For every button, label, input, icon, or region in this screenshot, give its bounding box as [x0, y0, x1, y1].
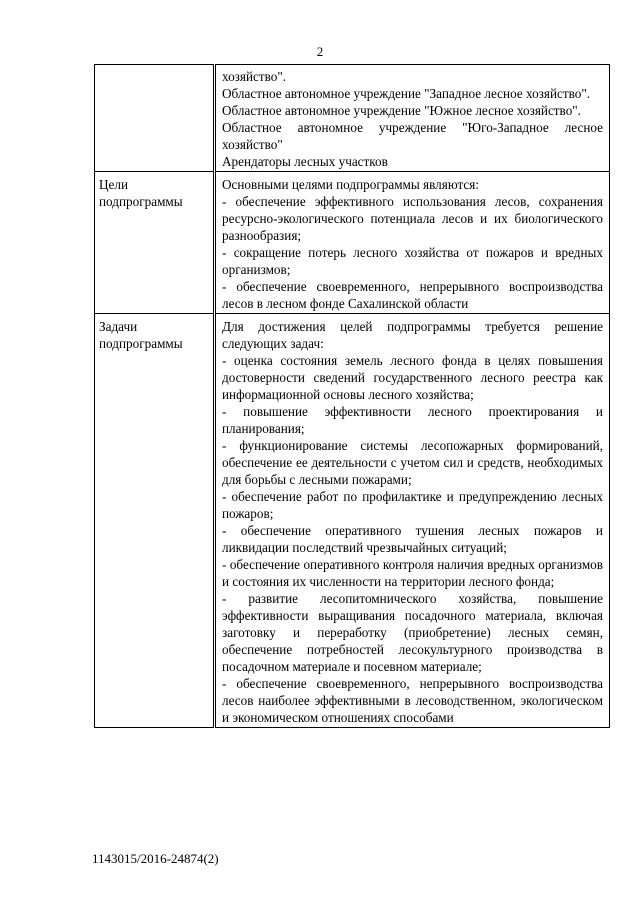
- content-line: - оценка состояния земель лесного фонда в целях повышения достоверности сведений государственного лесного реестра как информационной основы лесного хозяйства;: [222, 353, 603, 402]
- row-content-executors: [215, 65, 610, 172]
- table-row-goals: [95, 172, 610, 314]
- content-line: - обеспечение своевременного, непрерывного воспроизводства лесов в лесном фонде Сахалинской области: [222, 279, 603, 311]
- table-row-executors: [95, 65, 610, 172]
- content-line: Основными целями подпрограммы являются:: [222, 177, 480, 192]
- content-line: - повышение эффективности лесного проектирования и планирования;: [222, 404, 603, 436]
- row-label-empty: [95, 65, 215, 172]
- content-line: Областное автономное учреждение "Западное лесное хозяйство".: [222, 86, 591, 101]
- row-content-goals: [215, 172, 610, 314]
- row-content-tasks: [215, 314, 610, 728]
- content-line: Для достижения целей подпрограммы требуется решение следующих задач:: [222, 319, 603, 351]
- row-label-tasks: Задачи подпрограммы: [95, 314, 215, 728]
- row-label-goals: Цели подпрограммы: [95, 172, 215, 314]
- content-line: - обеспечение оперативного тушения лесных пожаров и ликвидации последствий чрезвычайных ситуаций;: [222, 523, 603, 555]
- content-line: - сокращение потерь лесного хозяйства от пожаров и вредных организмов;: [222, 245, 603, 277]
- content-line: - обеспечение работ по профилактике и предупреждению лесных пожаров;: [222, 489, 603, 521]
- content-line: - функционирование системы лесопожарных формирований, обеспечение ее деятельности с учетом сил и средств, необходимых для борьбы с лесными пожарами;: [222, 438, 603, 487]
- content-line: - развитие лесопитомнического хозяйства, повышение эффективности выращивания посадочного материала, включая заготовку и переработку (приобретение) лесных семян, обеспечение потребностей лесокультурного производства в посадочном материале и посевном материале;: [222, 591, 603, 674]
- content-line: Областное автономное учреждение "Южное лесное хозяйство".: [222, 103, 581, 118]
- content-line: хозяйство".: [222, 69, 287, 84]
- content-line: - обеспечение оперативного контроля наличия вредных организмов и состояния их численности на территории лесного фонда;: [222, 557, 603, 589]
- content-line: Арендаторы лесных участков: [222, 154, 388, 169]
- content-line: - обеспечение своевременного, непрерывного воспроизводства лесов наиболее эффективными в лесоводственном, экологическом и экономическом отношениях способами: [222, 676, 603, 725]
- subprogram-passport-table: [94, 64, 610, 728]
- page-number: 2: [316, 44, 324, 59]
- content-line: Областное автономное учреждение "Юго-Западное лесное хозяйство": [222, 120, 603, 152]
- content-line: - обеспечение эффективного использования лесов, сохранения ресурсно-экологического потенциала лесов и их биологического разнообразия;: [222, 194, 603, 243]
- table-row-tasks: [95, 314, 610, 728]
- document-code: 1143015/2016-24874(2): [92, 851, 219, 866]
